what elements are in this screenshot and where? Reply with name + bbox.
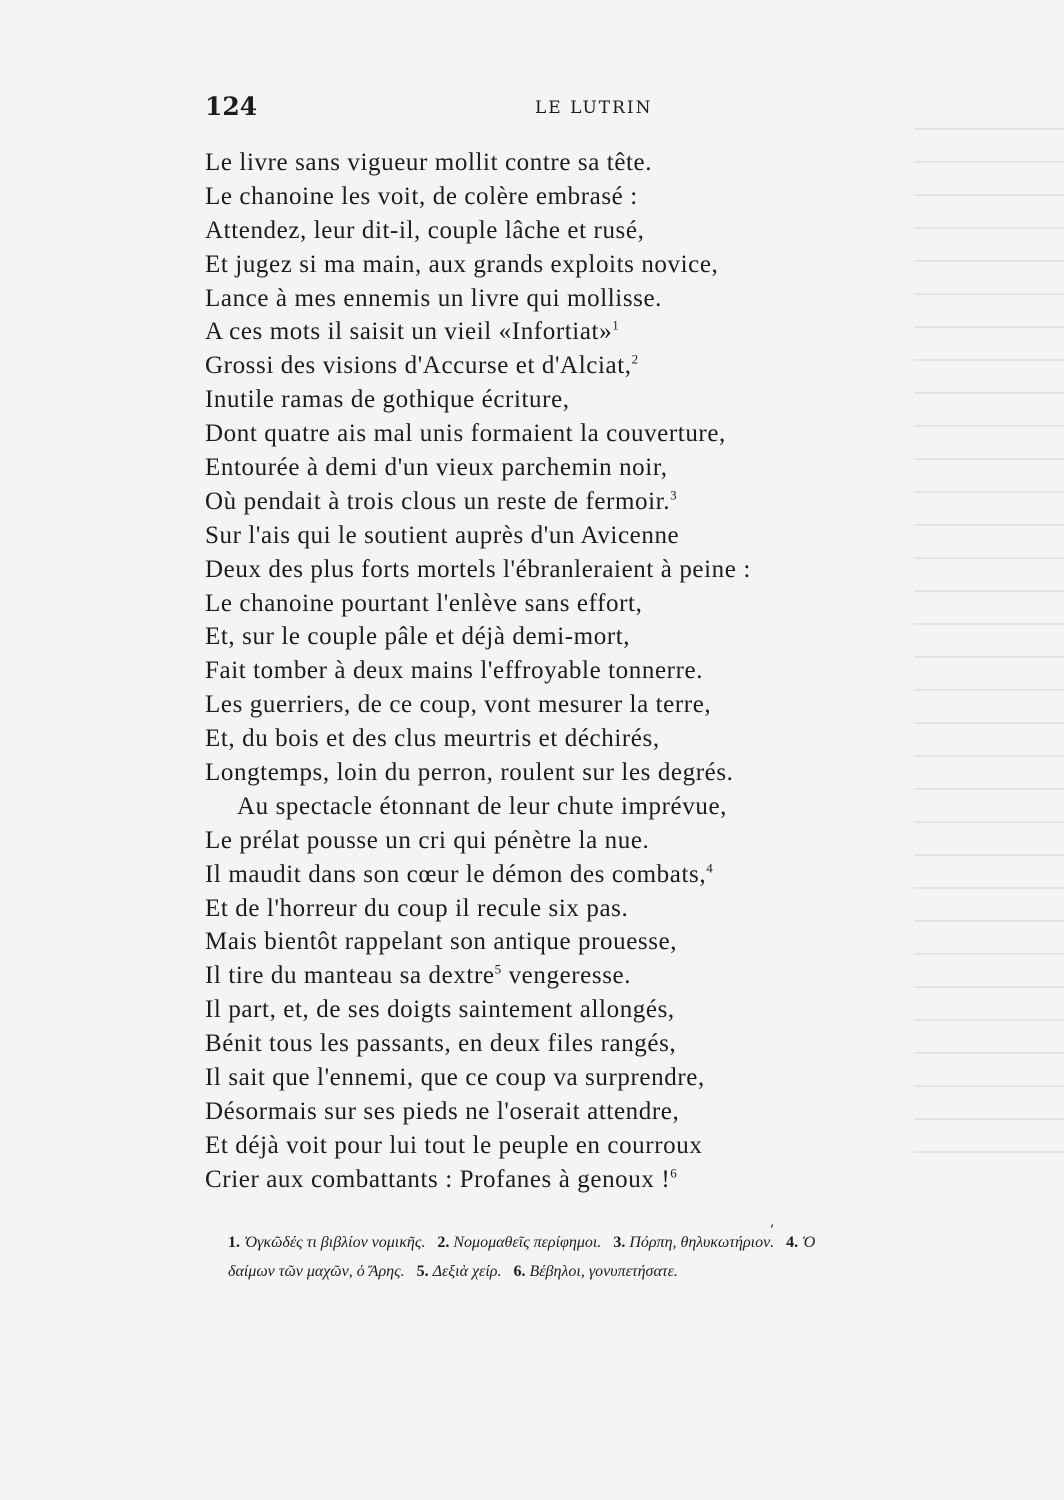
poem-line-text: Mais bientôt rappelant son antique prouesse, [205, 928, 678, 956]
poem-line-text: Le livre sans vigueur mollit contre sa tête. [205, 149, 653, 176]
poem-line-text: Et, du bois et des clus meurtris et déchirés, [205, 725, 660, 753]
poem-line-text: Il maudit dans son cœur le démon des combats, [205, 860, 707, 888]
poem-line-text: Désormais sur ses pieds ne l'oserait attendre, [205, 1097, 680, 1125]
poem-line-text-after: vengeresse. [501, 962, 632, 990]
poem-line-text: Et jugez si ma main, aux grands exploits novice, [205, 250, 719, 278]
page-number: 124 [205, 92, 258, 121]
footnote-text: Ὁ [802, 1234, 816, 1251]
poem-line [205, 282, 965, 316]
poem-line [205, 587, 965, 621]
poem-line-text: Grossi des visions d'Accurse et d'Alciat, [205, 352, 632, 380]
poem-line-text: Bénit tous les passants, en deux files rangés, [205, 1030, 677, 1058]
poem-line [205, 349, 965, 383]
poem-line-text: Le chanoine pourtant l'enlève sans effort, [205, 589, 643, 617]
print-mark: , [770, 1214, 775, 1230]
footnote-ref: 2 [631, 352, 639, 368]
poem-line-text: Deux des plus forts mortels l'ébranleraient à peine : [205, 555, 751, 583]
poem-line [205, 519, 965, 553]
poem-body [205, 146, 965, 1197]
poem-line [205, 1061, 965, 1095]
footnote-text: Νομομαθεῖς περίφημοι. [453, 1234, 602, 1251]
poem-line [205, 1095, 965, 1129]
poem-line [205, 824, 965, 858]
poem-line [205, 214, 965, 248]
poem-line-text: Longtemps, loin du perron, roulent sur les degrés. [205, 759, 734, 787]
footnote-ref: 6 [670, 1165, 678, 1181]
poem-line [205, 1129, 965, 1163]
poem-line [205, 383, 965, 417]
poem-line-text: Attendez, leur dit-il, couple lâche et rusé, [205, 216, 645, 244]
poem-line-text: Il part, et, de ses doigts saintement allongés, [205, 996, 675, 1024]
poem-line [205, 688, 965, 722]
footnote-ref: 5 [494, 962, 502, 978]
poem-line-text: Sur l'ais qui le soutient auprès d'un Avicenne [205, 521, 680, 549]
poem-line-text: Le chanoine les voit, de colère embrasé : [205, 182, 638, 210]
footnote-number: 1. [228, 1234, 240, 1251]
footnote-text: Βέβηλοι, γονυπετήσατε. [529, 1263, 678, 1280]
footnote-ref: 3 [670, 487, 678, 503]
footnote-number: 3. [613, 1234, 626, 1251]
poem-line-text: Crier aux combattants : Profanes à genoux ! [205, 1165, 671, 1193]
poem-line-text: Et, sur le couple pâle et déjà demi-mort, [205, 623, 631, 651]
footnote-number: 4. [786, 1234, 799, 1251]
poem-line-text: Inutile ramas de gothique écriture, [205, 386, 570, 414]
poem-line [205, 790, 965, 824]
poem-line-text: Fait tomber à deux mains l'effroyable tonnerre. [205, 657, 704, 685]
footnote-row [228, 1228, 1018, 1257]
poem-line [205, 146, 965, 180]
poem-line [205, 1163, 965, 1197]
poem-line [205, 925, 965, 959]
poem-line-text: Entourée à demi d'un vieux parchemin noir, [205, 454, 668, 482]
poem-line [205, 722, 965, 756]
footnote-text: δαίμων τῶν μαχῶν, ὁ Ἄρης. [228, 1263, 405, 1280]
poem-line-text: Et de l'horreur du coup il recule six pas. [205, 894, 629, 922]
poem-line-text: Lance à mes ennemis un livre qui mollisse. [205, 284, 663, 312]
poem-line-text: Et déjà voit pour lui tout le peuple en courroux [205, 1131, 703, 1159]
poem-line-text: Il sait que l'ennemi, que ce coup va surprendre, [205, 1064, 705, 1092]
footnote-number: 5. [416, 1263, 429, 1280]
poem-line-text: Les guerriers, de ce coup, vont mesurer la terre, [205, 691, 712, 719]
poem-line-text: Au spectacle étonnant de leur chute imprévue, [237, 792, 728, 820]
poem-line-text: Il tire du manteau sa dextre [205, 962, 495, 990]
poem-line [205, 620, 965, 654]
footnotes [228, 1228, 1018, 1286]
footnote-text: Ὀγκῶδές τι βιβλίον νομικῆς. [244, 1234, 426, 1251]
poem-line-text: Dont quatre ais mal unis formaient la couverture, [205, 420, 726, 448]
poem-line [205, 417, 965, 451]
poem-line [205, 248, 965, 282]
page-header [205, 92, 905, 128]
poem-line [205, 959, 965, 993]
footnote-number: 2. [437, 1234, 450, 1251]
poem-line [205, 993, 965, 1027]
poem-line-text: Où pendait à trois clous un reste de fermoir. [205, 487, 671, 515]
poem-line [205, 485, 965, 519]
poem-line [205, 451, 965, 485]
poem-line-text: Le prélat pousse un cri qui pénètre la nue. [205, 826, 650, 854]
poem-line [205, 553, 965, 587]
poem-line [205, 1027, 965, 1061]
footnote-text: Δεξιὰ χείρ. [432, 1263, 502, 1280]
footnote-ref: 1 [612, 318, 620, 334]
footnote-ref: 4 [706, 860, 714, 876]
footnote-number: 6. [513, 1263, 526, 1280]
poem-line [205, 858, 965, 892]
running-head: LE LUTRIN [535, 98, 653, 118]
footnote-text: Πόρπη, θηλυκωτήριον. [629, 1234, 775, 1251]
poem-line [205, 180, 965, 214]
poem-line [205, 315, 965, 349]
footnote-row [228, 1257, 1018, 1286]
poem-line [205, 892, 965, 926]
poem-line-text: A ces mots il saisit un vieil «Infortiat» [205, 318, 613, 346]
poem-line [205, 756, 965, 790]
poem-line [205, 654, 965, 688]
